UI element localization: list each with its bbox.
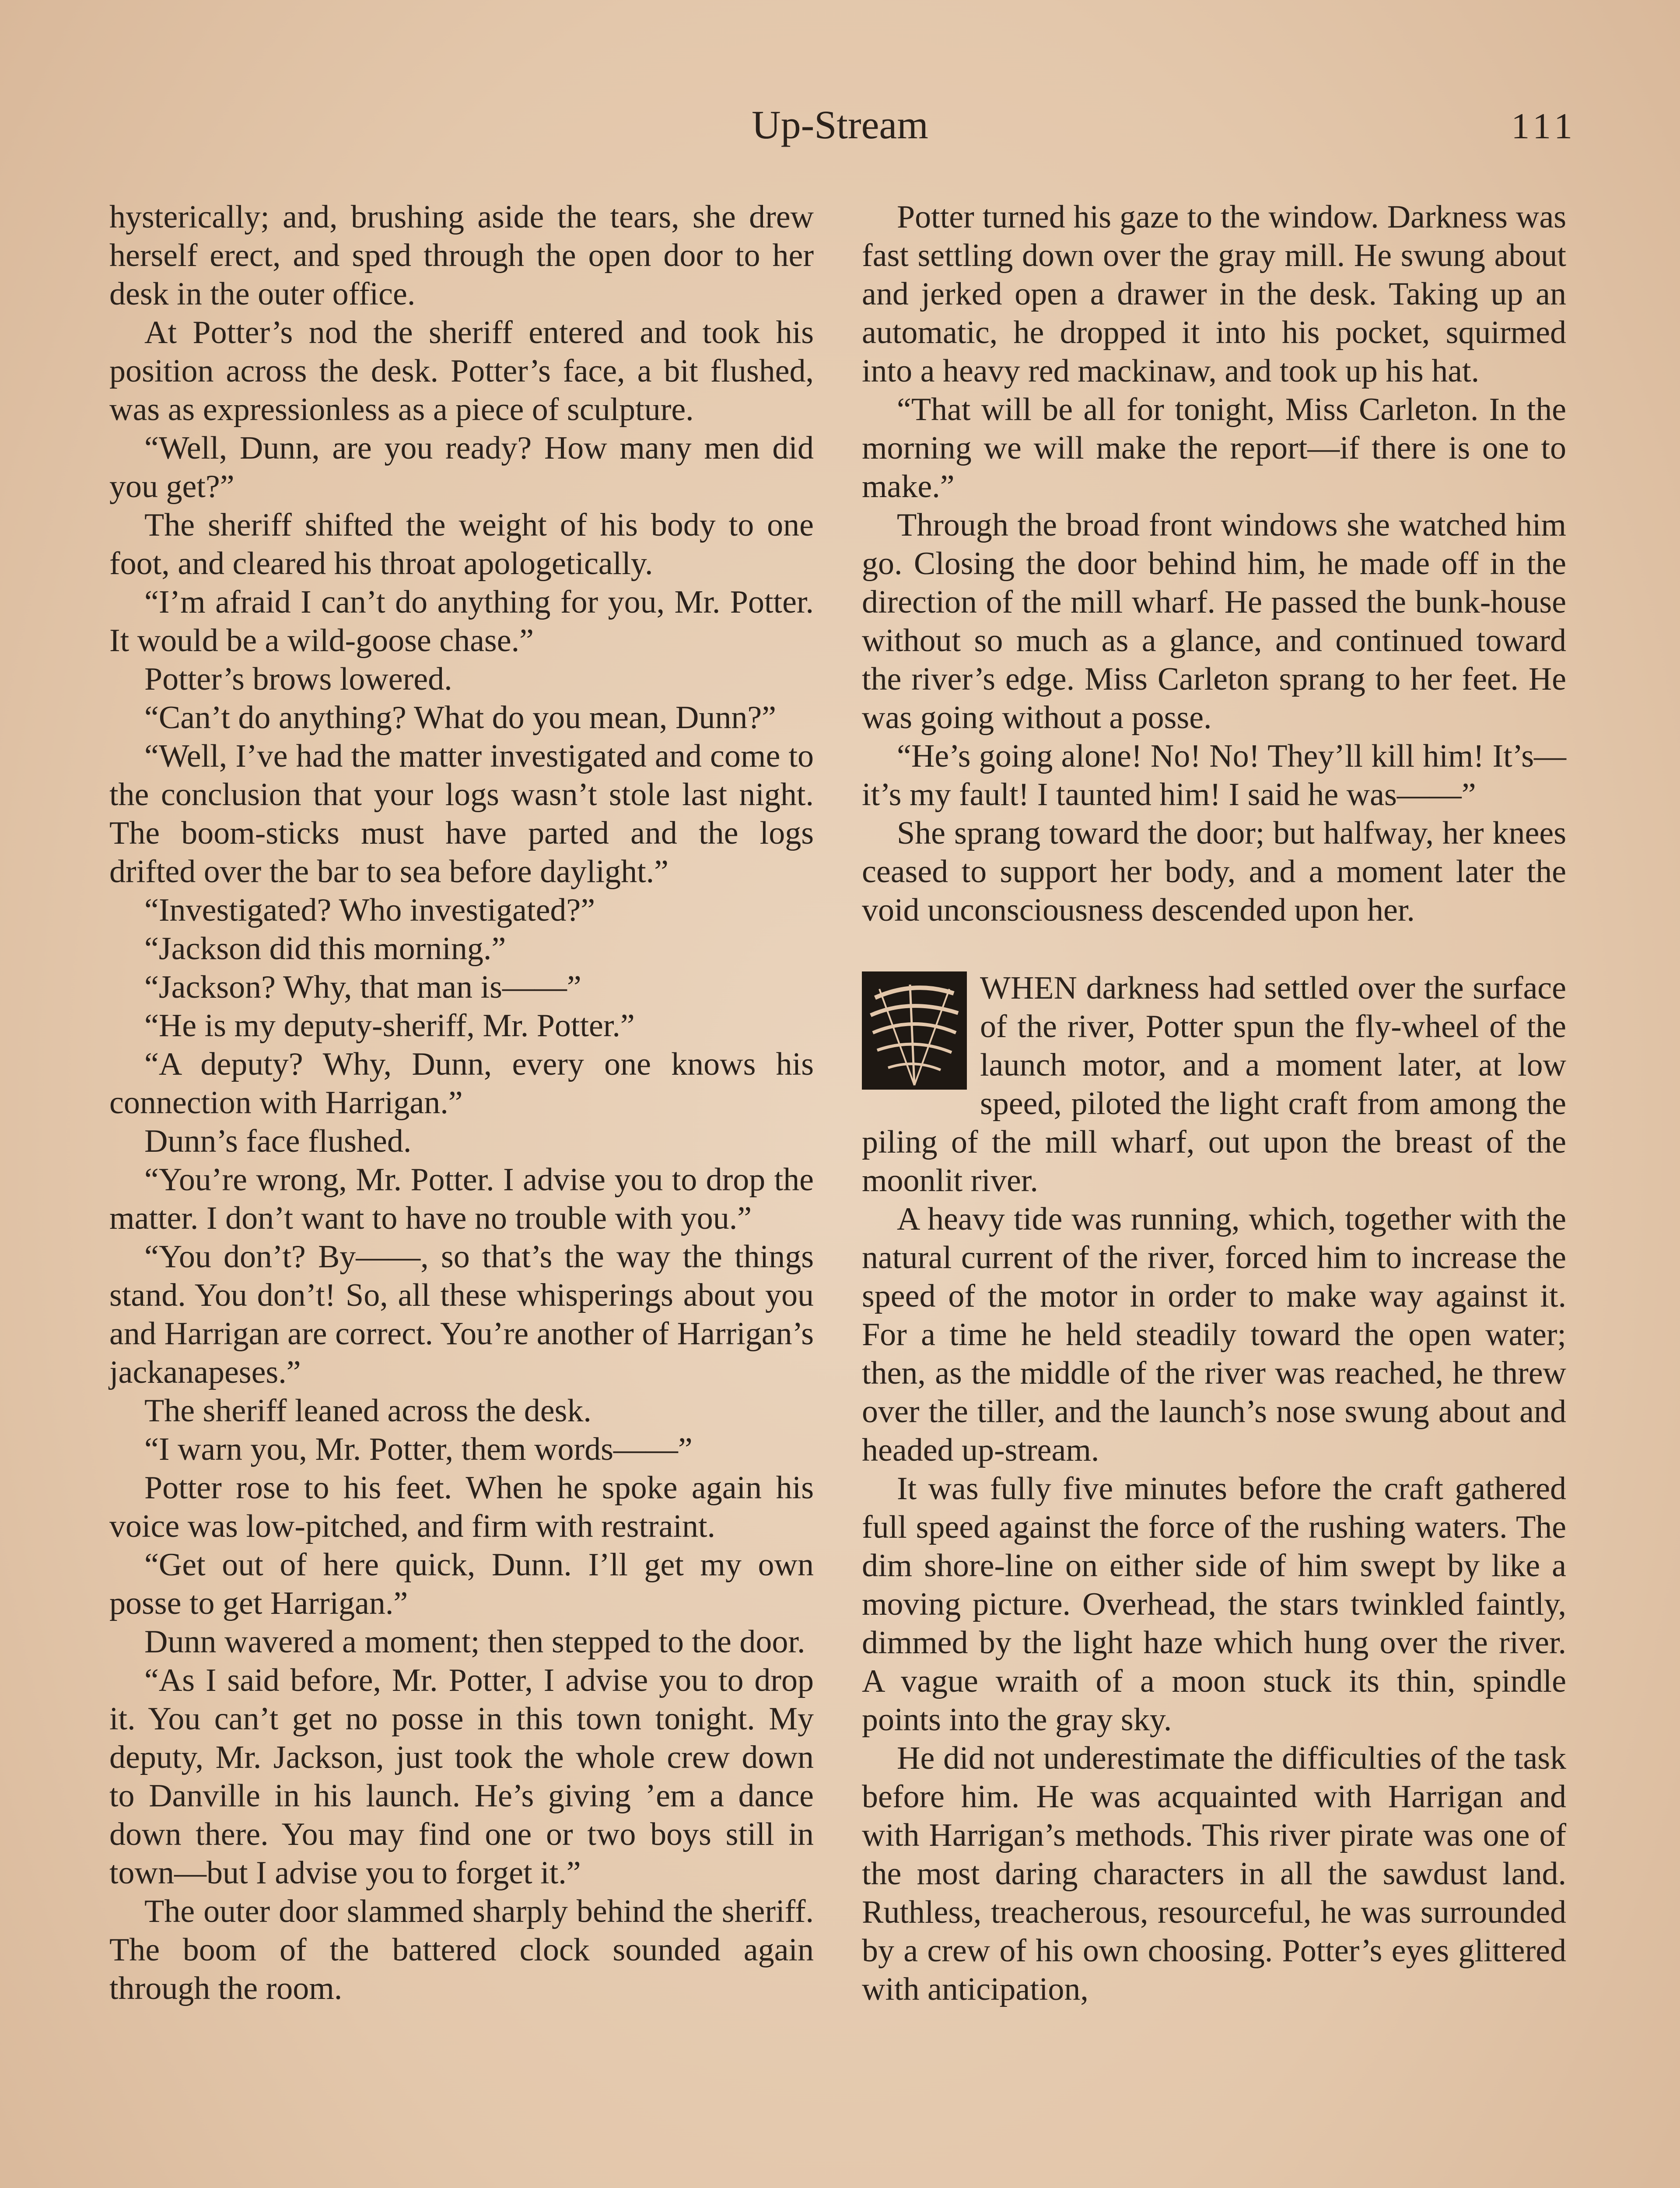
paragraph: “A deputy? Why, Dunn, every one knows his connection with Harrigan.” <box>109 1046 814 1121</box>
paragraph: “Jackson? Why, that man is——” <box>144 969 581 1005</box>
paragraph: “You’re wrong, Mr. Potter. I advise you to drop the matter. I don’t want to have no trouble with you.” <box>109 1162 814 1236</box>
paragraph: “That will be all for tonight, Miss Carleton. In the morning we will make the report—if there is one to make.” <box>862 392 1566 505</box>
paragraph: At Potter’s nod the sheriff entered and took his position across the desk. Potter’s face, a bit flushed, was as expressionless as a piece of sculpture. <box>109 315 814 428</box>
paragraph: “I’m afraid I can’t do anything for you, Mr. Potter. It would be a wild-goose chase.” <box>109 584 814 659</box>
paragraph: “Get out of here quick, Dunn. I’ll get my own posse to get Harrigan.” <box>109 1547 814 1621</box>
paragraph: “He is my deputy-sheriff, Mr. Potter.” <box>144 1008 635 1044</box>
paragraph: hysterically; and, brushing aside the tears, she drew herself erect, and sped through the open door to her desk in the outer office. <box>109 199 814 312</box>
paragraph: Potter rose to his feet. When he spoke again his voice was low-pitched, and firm with restraint. <box>109 1470 814 1544</box>
paragraph: “As I said before, Mr. Potter, I advise you to drop it. You can’t get no posse in this town tonight. My deputy, Mr. Jackson, just took the whole crew down to Danville in his launch. He’s giving ’em a dance down there. You may find one or two boys still in town—but I advise you to forget it.” <box>109 1662 814 1891</box>
paragraph: “Well, I’ve had the matter investigated and come to the conclusion that your logs wasn’t stole last night. The boom-sticks must have parted and the logs drifted over the bar to sea before daylight.” <box>109 738 814 890</box>
paragraph: The sheriff shifted the weight of his body to one foot, and cleared his throat apologetically. <box>109 507 814 582</box>
paragraph: It was fully five minutes before the craft gathered full speed against the force of the rushing waters. The dim shore-line on either side of him swept by like a moving picture. Overhead, the stars twinkled faintly, dimmed by the light haze which hung over the river. A vague wraith of a moon stuck its thin, spindle points into the gray sky. <box>862 1471 1566 1738</box>
paragraph: “Can’t do anything? What do you mean, Dunn?” <box>144 700 777 736</box>
paragraph: “He’s going alone! No! No! They’ll kill him! It’s—it’s my fault! I taunted him! I said he was——” <box>862 738 1566 813</box>
right-column <box>862 198 1566 2009</box>
page-number: 111 <box>1511 106 1577 147</box>
paragraph: Through the broad front windows she watched him go. Closing the door behind him, he made off in the direction of the mill wharf. He passed the bunk-house without so much as a glance, and continued toward the river’s edge. Miss Carleton sprang to her feet. He was going without a posse. <box>862 507 1566 736</box>
paragraph: “I warn you, Mr. Potter, them words——” <box>144 1431 693 1467</box>
paragraph: Dunn wavered a moment; then stepped to the door. <box>144 1624 805 1660</box>
ornament-icon <box>862 971 967 1090</box>
paragraph: WHEN darkness had settled over the surface of the river, Potter spun the fly-wheel of the launch motor, and a moment later, at low speed, piloted the light craft from among the piling of the mill wharf, out upon the breast of the moonlit river. <box>862 970 1566 1199</box>
paragraph: Potter turned his gaze to the window. Darkness was fast settling down over the gray mill. He swung about and jerked open a drawer in the desk. Taking up an automatic, he dropped it into his pocket, squirmed into a heavy red mackinaw, and took up his hat. <box>862 199 1566 389</box>
left-column <box>109 198 814 2008</box>
paragraph: The outer door slammed sharply behind the sheriff. The boom of the battered clock sounded again through the room. <box>109 1893 814 2006</box>
paragraph: “Investigated? Who investigated?” <box>144 892 595 928</box>
paragraph: Potter’s brows lowered. <box>144 661 452 697</box>
section-break <box>862 929 1566 969</box>
running-head-title: Up-Stream <box>752 102 928 147</box>
paragraph: “Jackson did this morning.” <box>144 931 506 967</box>
paragraph: Dunn’s face flushed. <box>144 1123 412 1159</box>
paragraph: He did not underestimate the difficulties of the task before him. He was acquainted with Harrigan and with Harrigan’s methods. This river pirate was one of the most daring characters in all the sawdust land. Ruthless, treacherous, resourceful, he was surrounded by a crew of his own choosing. Potter’s eyes glittered with anticipation, <box>862 1740 1566 2007</box>
paragraph: “You don’t? By——, so that’s the way the things stand. You don’t! So, all these whisperings about you and Harrigan are correct. You’re another of Harrigan’s jackanapeses.” <box>109 1239 814 1390</box>
paragraph: “Well, Dunn, are you ready? How many men did you get?” <box>109 430 814 505</box>
section-opening <box>862 969 1566 1200</box>
paragraph: The sheriff leaned across the desk. <box>144 1393 592 1429</box>
paragraph: A heavy tide was running, which, together with the natural current of the river, forced him to increase the speed of the motor in order to make way against it. For a time he held steadily toward the open water; then, as the middle of the river was reached, he threw over the tiller, and the launch’s nose swung about and headed up-stream. <box>862 1201 1566 1468</box>
paragraph: She sprang toward the door; but halfway, her knees ceased to support her body, and a moment later the void unconsciousness descended upon her. <box>862 815 1566 928</box>
